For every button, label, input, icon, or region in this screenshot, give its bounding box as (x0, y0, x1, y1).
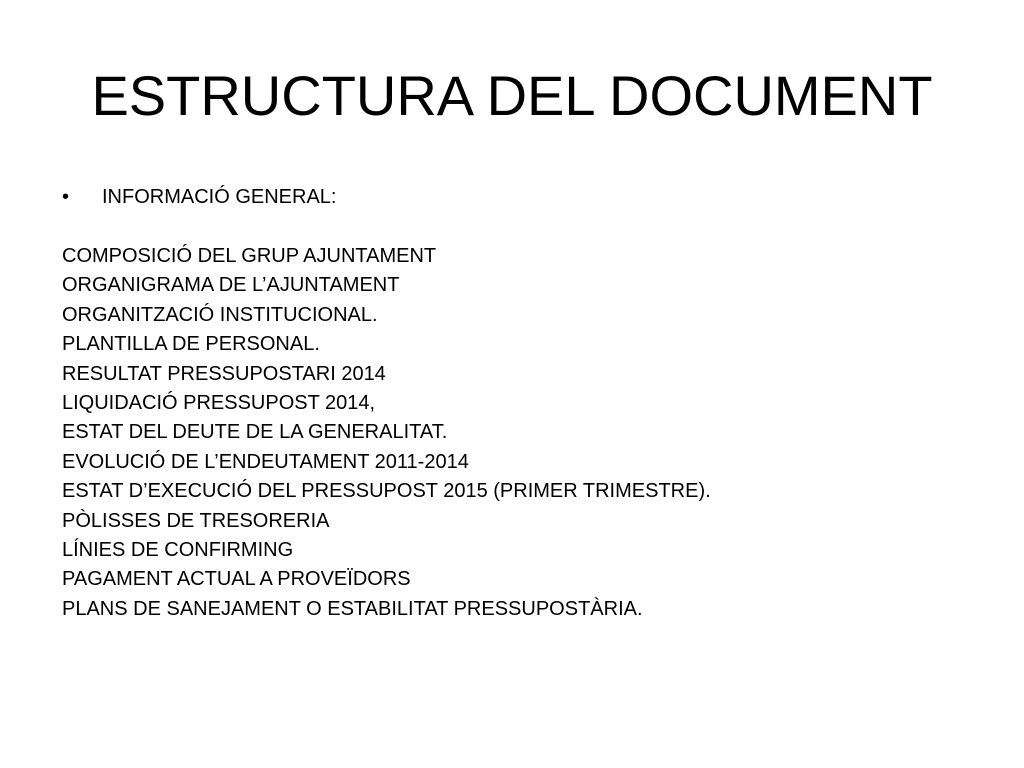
list-item: ORGANIGRAMA DE L’AJUNTAMENT (62, 274, 400, 297)
list-item: ESTAT DEL DEUTE DE LA GENERALITAT. (62, 421, 448, 444)
list-item: PLANS DE SANEJAMENT O ESTABILITAT PRESSUPOSTÀRIA. (62, 597, 643, 620)
list-item: EVOLUCIÓ DE L’ENDEUTAMENT 2011-2014 (62, 450, 469, 473)
list-item: COMPOSICIÓ DEL GRUP AJUNTAMENT (62, 245, 437, 267)
bullet-heading-label: INFORMACIÓ GENERAL: (102, 186, 337, 208)
list-item: PÒLISSES DE TRESORERIA (62, 509, 330, 532)
list-item: LÍNIES DE CONFIRMING (62, 539, 294, 562)
list-item: PLANTILLA DE PERSONAL. (62, 333, 320, 356)
bullet-icon: • (62, 186, 70, 208)
slide-body (62, 182, 962, 624)
list-item: ESTAT D’EXECUCIÓ DEL PRESSUPOST 2015 (PRIMER TRIMESTRE). (62, 480, 711, 503)
list-item: ORGANITZACIÓ INSTITUCIONAL. (62, 303, 378, 326)
list-item: LIQUIDACIÓ PRESSUPOST 2014, (62, 392, 376, 415)
spacer (62, 212, 962, 242)
document-section-list (62, 242, 962, 624)
list-item: RESULTAT PRESSUPOSTARI 2014 (62, 362, 386, 385)
slide-title: ESTRUCTURA DEL DOCUMENT (91, 64, 933, 127)
bullet-heading (62, 182, 962, 212)
list-item: PAGAMENT ACTUAL A PROVEÏDORS (62, 568, 411, 591)
